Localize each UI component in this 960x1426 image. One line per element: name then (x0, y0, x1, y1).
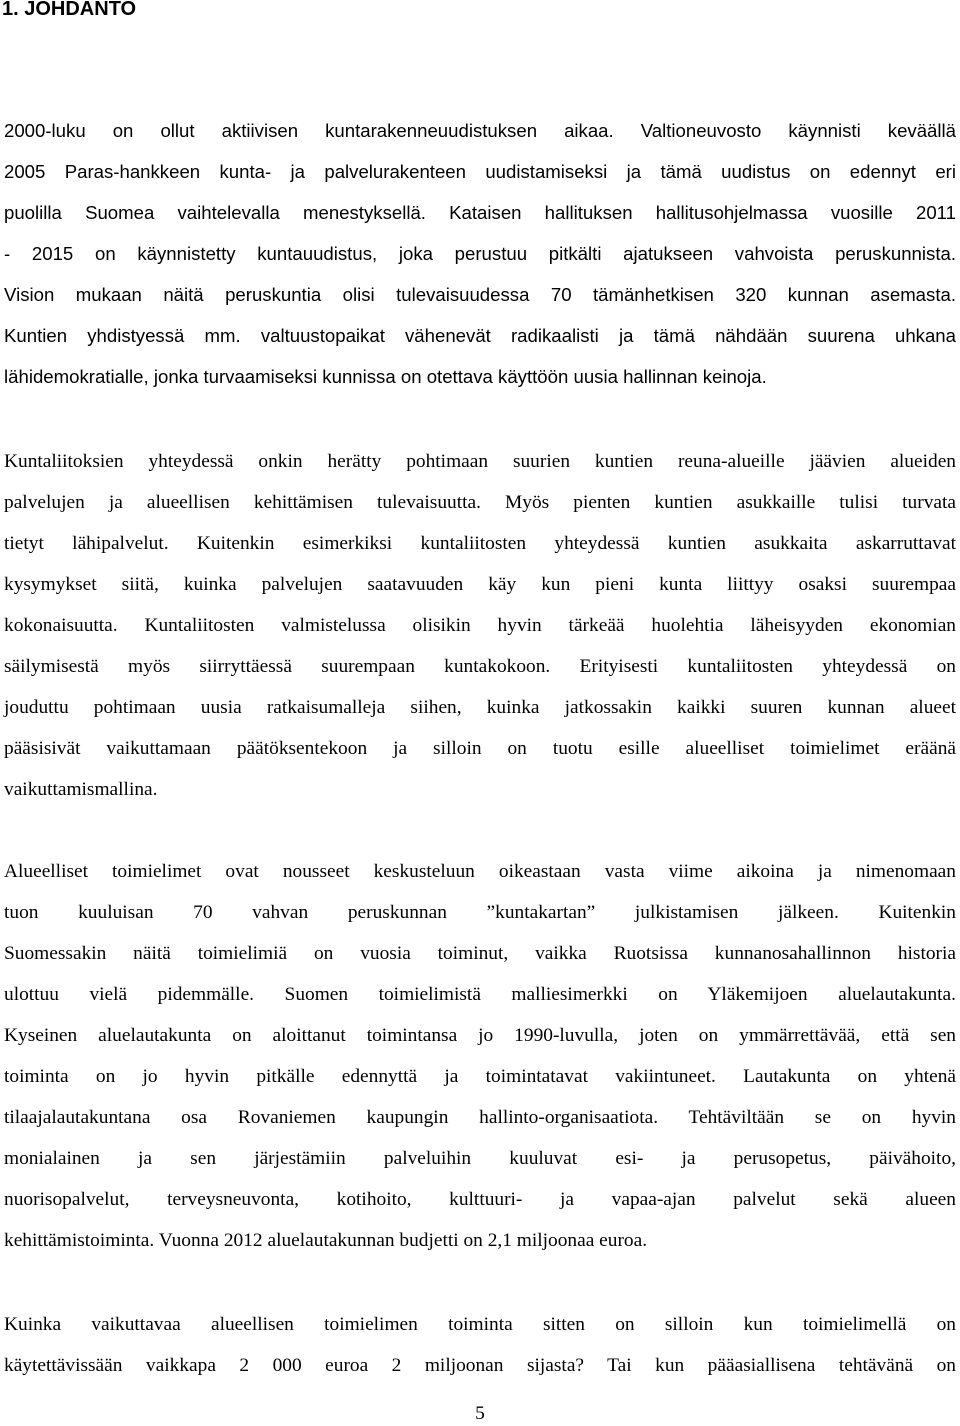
text-line: tilaajalautakuntana osa Rovaniemen kaupungin hallinto-organisaatiota. Tehtäviltään se on hyvin (4, 1107, 956, 1128)
text-line: nuorisopalvelut, terveysneuvonta, kotihoito, kulttuuri- ja vapaa-ajan palvelut sekä alueen (4, 1189, 956, 1210)
text-line: pääsisivät vaikuttamaan päätöksentekoon ja silloin on tuotu esille alueelliset toimielimet eräänä (4, 738, 956, 759)
text-line: palvelujen ja alueellisen kehittämisen tulevaisuutta. Myös pienten kuntien asukkaille tulisi turvata (4, 492, 956, 513)
text-line: Kyseinen aluelautakunta on aloittanut toimintansa jo 1990-luvulla, joten on ymmärrettävää, että sen (4, 1025, 956, 1046)
text-line: Alueelliset toimielimet ovat nousseet keskusteluun oikeastaan vasta viime aikoina ja nimenomaan (4, 861, 956, 882)
text-line: 2005 Paras-hankkeen kunta- ja palvelurakenteen uudistamiseksi ja tämä uudistus on edennyt eri (4, 161, 956, 182)
text-line: Kuinka vaikuttavaa alueellisen toimielimen toiminta sitten on silloin kun toimielimellä on (4, 1314, 956, 1335)
paragraph-4 (4, 1304, 956, 1386)
paragraph-1 (4, 110, 956, 397)
text-line: lähidemokratialle, jonka turvaamiseksi kunnissa on otettava käyttöön uusia hallinnan keinoja. (4, 366, 767, 387)
text-line: Vision mukaan näitä peruskuntia olisi tulevaisuudessa 70 tämänhetkisen 320 kunnan asemasta. (4, 284, 956, 305)
chapter-heading: 1. JOHDANTO (2, 0, 137, 20)
text-line: kokonaisuutta. Kuntaliitosten valmistelussa olisikin hyvin tärkeää huolehtia läheisyyden ekonomian (4, 615, 956, 636)
text-line: toiminta on jo hyvin pitkälle edennyttä ja toimintatavat vakiintuneet. Lautakunta on yhtenä (4, 1066, 956, 1087)
text-line: monialainen ja sen järjestämiin palveluihin kuuluvat esi- ja perusopetus, päivähoito, (4, 1148, 956, 1169)
text-line: tietyt lähipalvelut. Kuitenkin esimerkiksi kuntaliitosten yhteydessä kuntien asukkaita askarruttavat (4, 533, 956, 554)
text-line: jouduttu pohtimaan uusia ratkaisumalleja siihen, kuinka jatkossakin kaikki suuren kunnan alueet (4, 697, 956, 718)
paragraph-2 (4, 441, 956, 810)
text-line: Kuntien yhdistyessä mm. valtuustopaikat vähenevät radikaalisti ja tämä nähdään suurena uhkana (4, 325, 956, 346)
text-line: ulottuu vielä pidemmälle. Suomen toimielimistä malliesimerkki on Yläkemijoen aluelautakunta. (4, 984, 956, 1005)
text-line: kehittämistoiminta. Vuonna 2012 aluelautakunnan budjetti on 2,1 miljoonaa euroa. (4, 1230, 648, 1251)
paragraph-3 (4, 851, 956, 1261)
text-line: kysymykset siitä, kuinka palvelujen saatavuuden käy kun pieni kunta liittyy osaksi suurempaa (4, 574, 956, 595)
text-line: puolilla Suomea vaihtelevalla menestyksellä. Kataisen hallituksen hallitusohjelmassa vuosille 2011 (4, 202, 956, 223)
text-line: vaikuttamismallina. (4, 779, 158, 800)
page-number: 5 (475, 1403, 485, 1424)
text-line: tuon kuuluisan 70 vahvan peruskunnan ”kuntakartan” julkistamisen jälkeen. Kuitenkin (4, 902, 956, 923)
text-line: säilymisestä myös siirryttäessä suurempaan kuntakokoon. Erityisesti kuntaliitosten yhteydessä on (4, 656, 956, 677)
text-line: Suomessakin näitä toimielimiä on vuosia toiminut, vaikka Ruotsissa kunnanosahallinnon historia (4, 943, 956, 964)
text-line: 2000-luku on ollut aktiivisen kuntarakenneuudistuksen aikaa. Valtioneuvosto käynnisti keväällä (4, 120, 956, 141)
text-line: käytettävissään vaikkapa 2 000 euroa 2 miljoonan sijasta? Tai kun pääasiallisena tehtävänä on (4, 1355, 956, 1376)
text-line: - 2015 on käynnistetty kuntauudistus, joka perustuu pitkälti ajatukseen vahvoista peruskunnista. (4, 243, 956, 264)
text-line: Kuntaliitoksien yhteydessä onkin herätty pohtimaan suurien kuntien reuna-alueille jäävien alueiden (4, 451, 956, 472)
